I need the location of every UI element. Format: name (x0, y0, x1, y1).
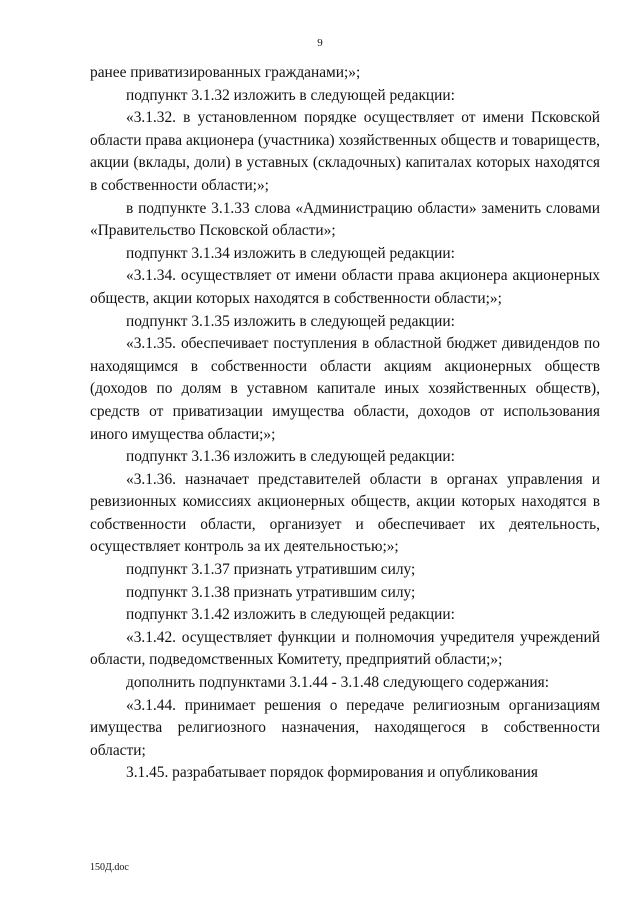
paragraph: «3.1.36. назначает представителей области в органах управления и ревизионных комиссиях акционерных обществ, акции которых находятся в собственности области, организует и обеспечивает их деятельность, осуществляет контроль за их деятельностью;»; (90, 470, 600, 556)
paragraph: «3.1.32. в установленном порядке осуществляет от имени Псковской области права акционера (участника) хозяйственных обществ и товариществ, акции (вклады, доли) в уставных (складочных) капиталах которых находятся в собственности области;»; (90, 109, 600, 194)
paragraph: подпункт 3.1.34 изложить в следующей редакции: (126, 244, 455, 262)
paragraph: «3.1.35. обеспечивает поступления в областной бюджет дивидендов по находящимся в собственности области акциям акционерных обществ (доходов по долям в уставном капитале иных хозяйственных обществ), средств от приватизации имущества области, доходов от использования иного имущества области;»; (90, 335, 600, 443)
paragraph: подпункт 3.1.37 признать утратившим силу; (126, 561, 416, 579)
paragraph: «3.1.42. осуществляет функции и полномочия учредителя учреждений области, подведомственных Комитету, предприятий области;»; (90, 628, 600, 669)
paragraph: подпункт 3.1.32 изложить в следующей редакции: (126, 86, 455, 104)
page-number: 9 (317, 37, 323, 49)
footer-filename: 150Д.doc (90, 862, 129, 873)
paragraph: дополнить подпунктами 3.1.44 - 3.1.48 следующего содержания: (126, 674, 550, 692)
document-body (90, 62, 600, 785)
paragraph: подпункт 3.1.38 признать утратившим силу; (126, 583, 416, 601)
paragraph: в подпункте 3.1.33 слова «Администрацию области» заменить словами «Правительство Псковской области»; (90, 199, 600, 240)
paragraph: подпункт 3.1.35 изложить в следующей редакции: (126, 312, 455, 330)
paragraph: подпункт 3.1.36 изложить в следующей редакции: (126, 448, 455, 466)
paragraph: «3.1.34. осуществляет от имени области права акционера акционерных обществ, акции которых находятся в собственности области;»; (90, 267, 600, 307)
paragraph: подпункт 3.1.42 изложить в следующей редакции: (126, 606, 455, 624)
paragraph: 3.1.45. разрабатывает порядок формирования и опубликования (126, 764, 538, 782)
paragraph: «3.1.44. принимает решения о передаче религиозным организациям имущества религиозного назначения, находящегося в собственности области; (90, 696, 600, 759)
paragraph: ранее приватизированных гражданами;»; (90, 64, 361, 81)
